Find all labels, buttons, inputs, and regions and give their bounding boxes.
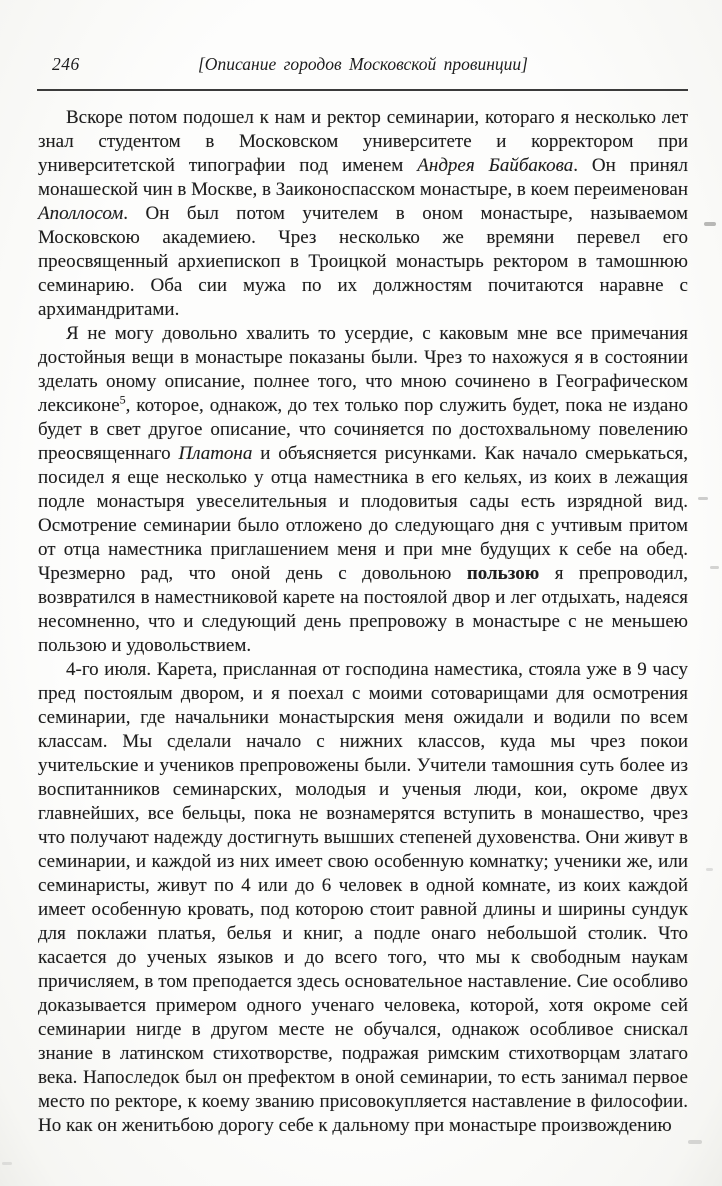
person-name-italic: Аполлосом bbox=[38, 203, 124, 224]
page-number: 246 bbox=[52, 54, 80, 74]
scan-artifact bbox=[706, 868, 713, 871]
running-header-title: [Описание городов Московской провинции] bbox=[198, 54, 528, 74]
text-run: и объясняется рисунками. Как начало смерькаться, посидел я еще несколько у отца наместника в его кельях, из коих в лежащия подле монастыря увеселительныя и плодовитыя сады есть изрядной вид. Осмотрение семинарии было отложено до следующаго дня с учтивым притом от отца наместника приглашением меня и при мне будущих к себе на обед. Чрезмерно рад, что оной день с довольною bbox=[38, 443, 689, 584]
bold-word: пользою bbox=[466, 563, 540, 584]
paragraph-2 bbox=[38, 322, 688, 658]
page-body-text bbox=[38, 106, 688, 1138]
text-run: я препроводил, возвратился в наместниковой карете на постоялой двор и лег отдыхать, надеяся несомненно, что и следующий день препровожу в монастыре с не меньшею пользою и удовольствием. bbox=[38, 563, 688, 656]
text-run: . Он был потом учителем в оном монастыре, называемом Московскою академиею. Чрез несколько же времяни перевел его преосвященный архиепископ в Троицкой монастырь ректором в тамошнюю семинарию. Оба сии мужа по их должностям почитаются наравне с архимандритами. bbox=[38, 203, 688, 320]
scan-artifact bbox=[698, 497, 708, 500]
footnote-reference: 5 bbox=[119, 392, 126, 407]
paragraph-1 bbox=[38, 106, 688, 322]
running-header bbox=[38, 54, 688, 80]
scan-artifact bbox=[710, 566, 719, 569]
header-rule bbox=[37, 89, 688, 91]
person-name-italic: Платона bbox=[178, 443, 253, 464]
text-run: , которое, однакож, до тех только пор служить будет, пока не издано будет в свет другое описание, что сочиняется по достохвальному повелению преосвященнаго bbox=[38, 395, 688, 464]
text-run: Вскоре потом подошел к нам и ректор семинарии, котораго я несколько лет знал студентом в Московском университете и корректором при университетской типографии под именем bbox=[38, 107, 688, 176]
scan-artifact bbox=[2, 1162, 12, 1165]
text-run: Я не могу довольно хвалить то усердие, с каковым мне все примечания достойныя вещи в монастыре показаны были. Чрез то нахожуся я в состоянии зделать оному описание, полнее того, что мною сочинено в Географическом лексиконе bbox=[38, 323, 688, 416]
scan-artifact bbox=[704, 222, 716, 226]
scan-artifact bbox=[688, 1140, 702, 1144]
text-run: . Он принял монашеской чин в Москве, в Заиконоспасском монастыре, в коем переименован bbox=[38, 155, 688, 200]
person-name-italic: Андрея Байбакова bbox=[417, 155, 574, 176]
paragraph-3 bbox=[38, 658, 688, 1138]
text-run: 4-го июля. Карета, присланная от господина наместика, стояла уже в 9 часу пред постоялым двором, и я поехал с моими сотоварищами для осмотрения семинарии, где начальники монастырския меня ожидали и водили по всем классам. Мы сделали начало с нижних классов, куда мы чрез покои учительские и учеников препровожены были. Учители тамошния суть более из воспитанников семинарских, молодыя и ученыя люди, кои, окроме двух главнейших, все бельцы, пока не вознамерятся вступить в монашество, чрез что получают надежду достигнуть вышших степеней духовенства. Они живут в семинарии, и каждой из них имеет свою особенную комнатку; ученики же, или семинаристы, живут по 4 или до 6 человек в одной комнате, из коих каждой имеет особенную кровать, под которою стоит равной длины и ширины сундук для поклажи платья, белья и книг, а подле онаго небольшой столик. Что касается до ученых языков и до всего того, что мы к свободным наукам причисляем, в том преподается здесь основательное наставление. Сие особливо доказывается примером одного ученаго человека, которой, хотя окроме сей семинарии нигде в другом месте не обучался, однакож особливое снискал знание в латинском стихотворстве, подражая римским стихотворцам златаго века. Напоследок был он префектом в оной семинарии, то есть занимал первое место по ректоре, к коему званию присовокупляется наставление в философии. Но как он женитьбою дорогу себе к дальному при монастыре произвождению bbox=[38, 659, 688, 1136]
